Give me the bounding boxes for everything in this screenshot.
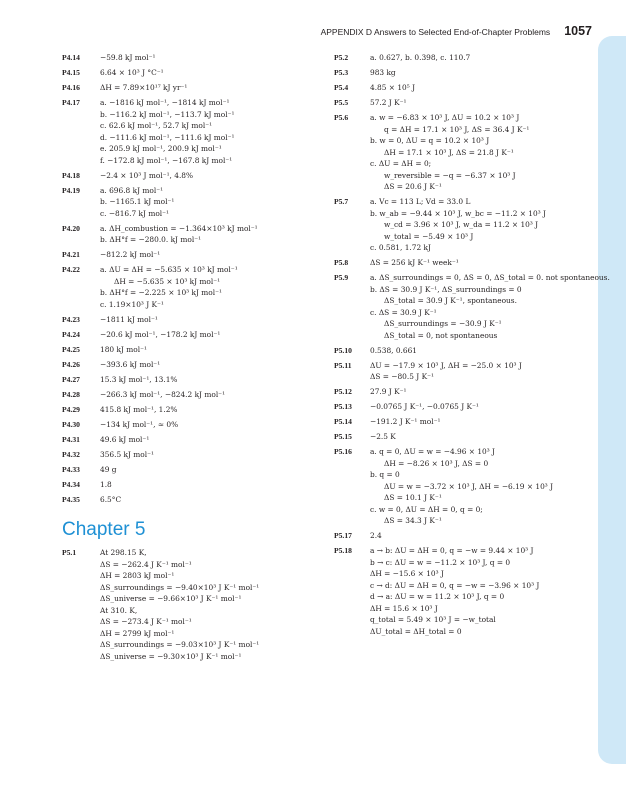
answer-body [370, 360, 596, 383]
answer-line: ΔH = −8.26 × 10³ J, ΔS = 0 [384, 458, 489, 468]
problem-label: P5.10 [334, 345, 352, 355]
answer-line: b. w = 0, ΔU = q = 10.2 × 10³ J [370, 136, 490, 145]
answer-line: c. ΔU = ΔH = 0; [370, 159, 432, 168]
answer-line: b. −116.2 kJ mol⁻¹, −113.7 kJ mol⁻¹ [100, 109, 235, 119]
problem-label: P4.33 [62, 464, 80, 474]
problem-label: P4.25 [62, 344, 80, 354]
answer-line: −0.0765 J K⁻¹, −0.0765 J K⁻¹ [370, 402, 479, 411]
problem-label: P5.17 [334, 531, 352, 540]
answer-line: e. 205.9 kJ mol⁻¹, 200.9 kJ mol⁻¹ [100, 144, 222, 153]
problem-label: P4.32 [62, 449, 80, 459]
answer-line: ΔU_total = ΔH_total = 0 [370, 626, 462, 636]
problem-label: P4.28 [62, 389, 80, 399]
answer-body [100, 359, 324, 371]
answer-entry [334, 272, 610, 341]
answer-body [370, 530, 596, 542]
answer-line: b. q = 0 [370, 470, 400, 479]
page-number: 1057 [564, 24, 592, 38]
answer-line: c → d: ΔU = ΔH = 0, q = −w = −3.96 × 10³ J [370, 580, 540, 590]
answer-line: a. ΔU = ΔH = −5.635 × 10³ kJ mol⁻¹ [100, 265, 238, 274]
answer-line: a. ΔH_combustion = −1.364×10³ kJ mol⁻¹ [100, 223, 258, 233]
chapter-heading: Chapter 5 [62, 519, 146, 540]
answer-entry [62, 52, 324, 64]
answer-line: −812.2 kJ mol⁻¹ [100, 250, 161, 259]
problem-label: P4.15 [62, 68, 80, 77]
answer-entry [334, 257, 596, 269]
left-column [62, 52, 324, 666]
problem-label: P5.12 [334, 387, 352, 396]
answer-entry [334, 530, 596, 542]
answer-body [100, 264, 324, 310]
answer-entry [62, 314, 324, 326]
problem-label: P4.35 [62, 494, 80, 504]
problem-label: P4.26 [62, 359, 80, 369]
answer-line: −59.8 kJ mol⁻¹ [100, 53, 156, 62]
answer-line: b. w_ab = −9.44 × 10³ J, w_bc = −11.2 × 10³ J [370, 208, 546, 218]
answer-line: At 310. K, [100, 605, 138, 615]
answer-entry [62, 67, 324, 79]
problem-label: P5.3 [334, 68, 349, 77]
answer-entry [334, 345, 596, 357]
answer-line: ΔS = 34.3 J K⁻¹ [384, 516, 442, 525]
answer-body [100, 419, 324, 431]
answer-line: 1.8 [100, 479, 112, 489]
answer-line: w_reversible = −q = −6.37 × 10³ J [384, 170, 516, 180]
answer-body [370, 446, 596, 527]
answer-entry [62, 374, 324, 386]
problem-label: P5.18 [334, 546, 352, 555]
answer-line: 6.5°C [100, 494, 122, 504]
problem-label: P5.13 [334, 402, 352, 411]
answer-line: q_total = 5.49 × 10³ J = −w_total [370, 615, 496, 624]
answer-entry [62, 249, 324, 261]
answer-entry [334, 196, 596, 254]
answer-body [370, 272, 610, 341]
answer-body [370, 386, 596, 398]
answer-line: 15.3 kJ mol⁻¹, 13.1% [100, 374, 178, 384]
answer-body [100, 389, 324, 401]
problem-label: P5.4 [334, 83, 349, 92]
answer-body [100, 344, 324, 356]
answer-entry [62, 404, 324, 416]
answer-line: 57.2 J K⁻¹ [370, 98, 407, 107]
problem-label: P5.9 [334, 273, 349, 282]
answer-line: d. −111.6 kJ mol⁻¹, −111.6 kJ mol⁻¹ [100, 132, 235, 142]
answer-body [100, 170, 324, 182]
answer-line: 983 kg [370, 68, 396, 77]
answer-line: ΔS = −262.4 J K⁻¹ mol⁻¹ [100, 559, 192, 569]
problem-label: P5.15 [334, 432, 352, 441]
problem-label: P4.21 [62, 250, 80, 259]
answer-entry [62, 449, 324, 461]
answer-body [370, 545, 596, 637]
answer-line: ΔH = 7.89×10¹⁷ kJ yr⁻¹ [100, 83, 188, 92]
answer-body [370, 257, 596, 269]
answer-line: ΔS_universe = −9.66×10³ J K⁻¹ mol⁻¹ [100, 594, 242, 603]
running-header [321, 24, 592, 38]
answer-line: −2.4 × 10³ J mol⁻¹, 4.8% [100, 170, 194, 180]
problem-label: P5.2 [334, 53, 349, 62]
answer-line: a. Vc = 113 L; Vd = 33.0 L [370, 197, 471, 206]
answer-entry [334, 112, 596, 193]
answer-line: 6.64 × 10³ J °C⁻¹ [100, 68, 164, 77]
answer-line: −2.5 K [370, 432, 396, 441]
problem-label: P4.19 [62, 185, 80, 195]
answer-line: 0.538, 0.661 [370, 345, 418, 355]
problem-label: P4.14 [62, 53, 80, 62]
problem-label: P5.16 [334, 447, 352, 456]
answer-entry [334, 431, 596, 443]
answer-entry [62, 185, 324, 220]
problem-label: P4.22 [62, 265, 80, 274]
answer-line: −266.3 kJ mol⁻¹, −824.2 kJ mol⁻¹ [100, 389, 226, 399]
answer-entry [334, 386, 596, 398]
answer-body [370, 345, 596, 357]
answer-body [100, 479, 324, 491]
answer-entry [334, 360, 596, 383]
answer-entry [62, 170, 324, 182]
problem-label: P5.14 [334, 417, 352, 426]
problem-label: P4.24 [62, 329, 80, 339]
answer-line: ΔH = −15.6 × 10³ J [370, 569, 444, 578]
answer-line: b. ΔH°f = −2.225 × 10³ kJ mol⁻¹ [100, 288, 222, 297]
answer-line: c. 62.6 kJ mol⁻¹, 52.7 kJ mol⁻¹ [100, 121, 213, 130]
answer-line: −134 kJ mol⁻¹, ≈ 0% [100, 419, 179, 429]
answer-line: ΔS = −80.5 J K⁻¹ [370, 372, 434, 381]
answer-line: ΔS = 20.6 J K⁻¹ [384, 182, 442, 191]
answer-line: ΔH = 2799 kJ mol⁻¹ [100, 628, 175, 638]
answer-body [100, 97, 324, 166]
answer-line: ΔS = 10.1 J K⁻¹ [384, 493, 442, 502]
answer-entry [334, 97, 596, 109]
answer-entry [62, 464, 324, 476]
answer-line: a. w = −6.83 × 10³ J, ΔU = 10.2 × 10³ J [370, 113, 520, 122]
answer-line: a. 0.627, b. 0.398, c. 110.7 [370, 53, 471, 62]
problem-label: P4.29 [62, 404, 80, 414]
running-title: APPENDIX D Answers to Selected End-of-Chapter Problems [320, 27, 551, 37]
answer-line: 2.4 [370, 531, 382, 540]
answer-line: ΔU = −17.9 × 10³ J, ΔH = −25.0 × 10³ J [370, 360, 522, 370]
answer-entry [334, 446, 596, 527]
answer-body [370, 401, 596, 413]
answer-line: 27.9 J K⁻¹ [370, 387, 407, 396]
answer-line: ΔS_total = 30.9 J K⁻¹, spontaneous. [384, 296, 517, 305]
answer-body [100, 494, 324, 506]
answer-line: ΔS = 256 kJ K⁻¹ week⁻¹ [370, 258, 459, 267]
answer-entry [62, 494, 324, 506]
problem-label: P4.31 [62, 434, 80, 444]
answer-line: −20.6 kJ mol⁻¹, −178.2 kJ mol⁻¹ [100, 329, 221, 339]
answer-line: w_total = −5.49 × 10³ J [384, 231, 474, 241]
answer-line: d → a: ΔU = w = 11.2 × 10³ J, q = 0 [370, 592, 505, 601]
answer-entry [62, 479, 324, 491]
answer-line: ΔS_total = 0, not spontaneous [384, 330, 498, 340]
answer-line: 49.6 kJ mol⁻¹ [100, 434, 150, 444]
answer-line: 4.85 × 10⁵ J [370, 83, 416, 92]
problem-label: P5.6 [334, 113, 349, 122]
answer-line: ΔS_surroundings = −9.03×10³ J K⁻¹ mol⁻¹ [100, 640, 260, 649]
answer-entry [62, 264, 324, 310]
answer-body [100, 449, 324, 461]
answer-body [100, 547, 324, 662]
answer-line: a. 696.8 kJ mol⁻¹ [100, 185, 164, 195]
problem-label: P4.27 [62, 374, 80, 384]
answer-entry [334, 82, 596, 94]
answer-line: ΔH = 2803 kJ mol⁻¹ [100, 571, 175, 580]
right-column [334, 52, 610, 641]
answer-line: c. 1.19×10³ J K⁻¹ [100, 299, 164, 309]
problem-label: P4.30 [62, 419, 80, 429]
answer-entry [334, 67, 596, 79]
problem-label: P4.18 [62, 170, 80, 180]
answer-entry [62, 419, 324, 431]
answer-body [100, 404, 324, 416]
problem-label: P4.16 [62, 83, 80, 92]
edge-thumb-tab [598, 36, 626, 764]
answer-entry [62, 223, 324, 246]
answer-line: w_cd = 3.96 × 10³ J, w_da = 11.2 × 10³ J [384, 220, 539, 229]
answer-line: ΔS_surroundings = −9.40×10³ J K⁻¹ mol⁻¹ [100, 582, 260, 592]
answer-line: a → b: ΔU = ΔH = 0, q = −w = 9.44 × 10³ J [370, 546, 534, 555]
answer-line: 415.8 kJ mol⁻¹, 1.2% [100, 404, 178, 414]
answer-line: c. ΔS = 30.9 J K⁻¹ [370, 307, 437, 317]
answer-line: a. ΔS_surroundings = 0, ΔS = 0, ΔS_total = 0. not spontaneous. [370, 273, 610, 282]
answer-line: −1811 kJ mol⁻¹ [100, 314, 158, 324]
answer-body [100, 329, 324, 341]
answer-line: b. ΔS = 30.9 J K⁻¹, ΔS_surroundings = 0 [370, 284, 522, 294]
answer-line: 49 g [100, 464, 117, 474]
answer-body [370, 196, 596, 254]
answer-line: a. q = 0, ΔU = w = −4.96 × 10³ J [370, 447, 496, 456]
answer-body [370, 112, 596, 193]
problem-label: P4.17 [62, 98, 80, 107]
answer-line: 180 kJ mol⁻¹ [100, 344, 147, 354]
answer-body [370, 97, 596, 109]
answer-body [370, 431, 596, 443]
answer-entry [62, 82, 324, 94]
answer-line: c. −816.7 kJ mol⁻¹ [100, 208, 170, 218]
answer-body [100, 374, 324, 386]
answer-entry [334, 416, 596, 428]
answer-entry [62, 547, 324, 662]
answer-line: ΔU = w = −3.72 × 10³ J, ΔH = −6.19 × 10³ J [384, 481, 554, 491]
problem-label: P5.5 [334, 98, 349, 107]
answer-body [100, 314, 324, 326]
answer-entry [62, 344, 324, 356]
answer-entry [334, 52, 596, 64]
answer-line: a. −1816 kJ mol⁻¹, −1814 kJ mol⁻¹ [100, 98, 230, 107]
answer-entry [62, 389, 324, 401]
answer-entry [334, 401, 596, 413]
answer-body [100, 67, 324, 79]
answer-line: f. −172.8 kJ mol⁻¹, −167.8 kJ mol⁻¹ [100, 155, 233, 165]
answer-line: c. w = 0, ΔU = ΔH = 0, q = 0; [370, 504, 483, 514]
answer-entry [334, 545, 596, 637]
answer-entry [62, 329, 324, 341]
answer-line: −393.6 kJ mol⁻¹ [100, 359, 161, 369]
answer-body [100, 464, 324, 476]
answer-body [370, 416, 596, 428]
answer-line: c. 0.581, 1.72 kJ [370, 243, 431, 252]
answer-line: b. −1165.1 kJ mol⁻¹ [100, 197, 175, 206]
answer-body [100, 52, 324, 64]
answer-line: ΔH = 17.1 × 10³ J, ΔS = 21.8 J K⁻¹ [384, 147, 514, 157]
problem-label: P5.11 [334, 360, 352, 370]
answer-line: ΔS_surroundings = −30.9 J K⁻¹ [384, 319, 502, 328]
answer-body [100, 434, 324, 446]
answer-line: ΔS_universe = −9.30×10³ J K⁻¹ mol⁻¹ [100, 651, 242, 661]
answer-line: −191.2 J K⁻¹ mol⁻¹ [370, 417, 441, 426]
problem-label: P5.8 [334, 258, 349, 267]
answer-entry [62, 97, 324, 166]
answer-body [100, 185, 324, 220]
answer-body [370, 52, 596, 64]
answer-line: At 298.15 K, [100, 548, 147, 557]
answer-line: ΔH = 15.6 × 10³ J [370, 603, 438, 613]
answer-entry [62, 359, 324, 371]
answer-line: ΔH = −5.635 × 10³ kJ mol⁻¹ [114, 276, 221, 286]
answer-body [100, 249, 324, 261]
problem-label: P5.1 [62, 548, 77, 557]
answer-entry [62, 434, 324, 446]
answer-body [370, 67, 596, 79]
answer-body [100, 82, 324, 94]
answer-line: b. ΔH°f = −280.0. kJ mol⁻¹ [100, 235, 202, 244]
answer-line: 356.5 kJ mol⁻¹ [100, 449, 154, 459]
problem-label: P4.23 [62, 314, 80, 324]
answer-body [370, 82, 596, 94]
problem-label: P4.20 [62, 223, 80, 233]
answer-body [100, 223, 324, 246]
answer-line: b → c: ΔU = w = −11.2 × 10³ J, q = 0 [370, 557, 511, 567]
answer-line: ΔS = −273.4 J K⁻¹ mol⁻¹ [100, 617, 192, 626]
problem-label: P5.7 [334, 197, 349, 206]
problem-label: P4.34 [62, 479, 80, 489]
answer-line: q = ΔH = 17.1 × 10³ J, ΔS = 36.4 J K⁻¹ [384, 124, 530, 134]
